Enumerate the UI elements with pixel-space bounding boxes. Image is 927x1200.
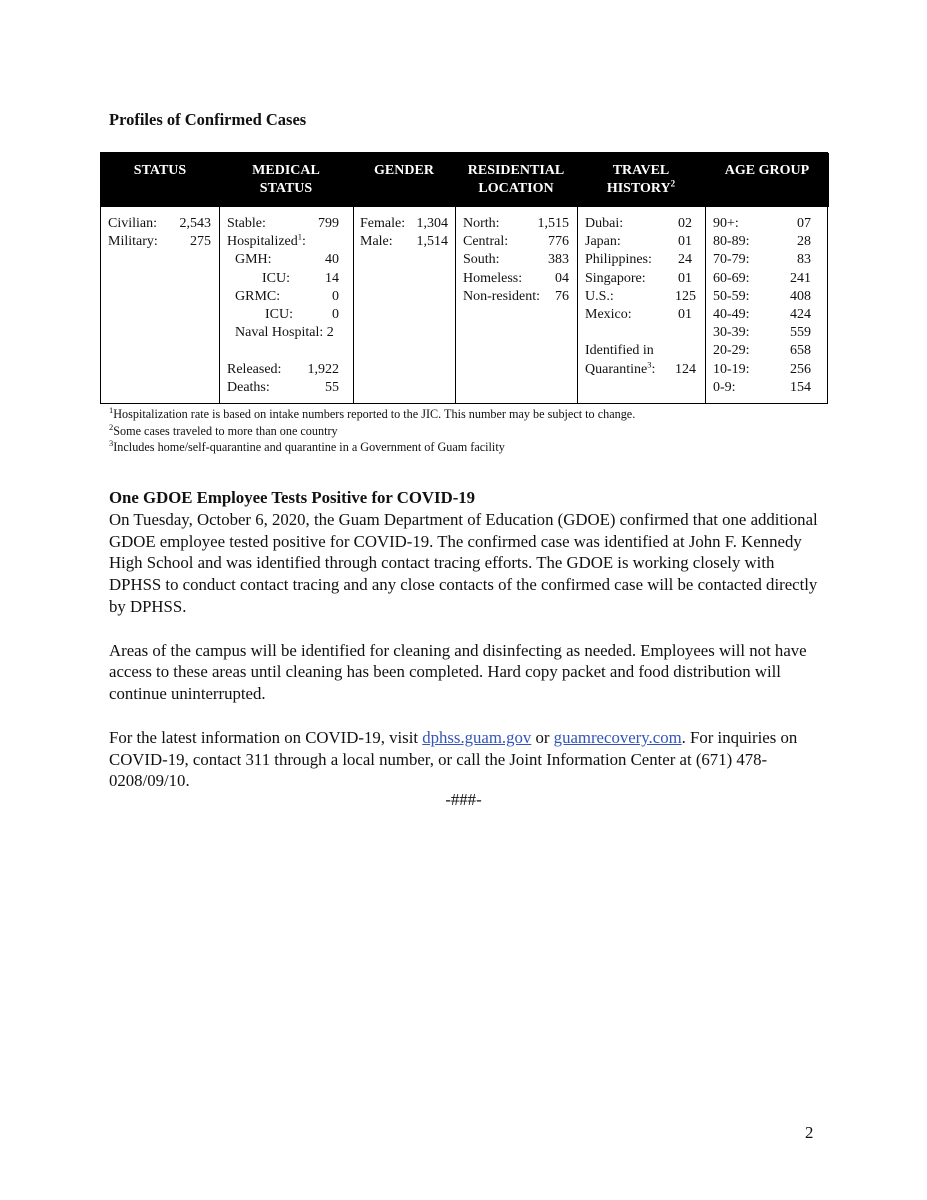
gender-label: Female: <box>360 216 406 231</box>
residential-row <box>463 233 569 251</box>
medical-value: 0 <box>332 307 339 323</box>
travel-cell <box>585 215 697 379</box>
header-travel-sup: 2 <box>670 178 676 189</box>
travel-value: 01 <box>678 307 692 323</box>
medical-row <box>227 361 339 379</box>
article-paragraph: Areas of the campus will be identified for cleaning and disinfecting as needed. Employees will not have access to these areas until cleaning has been completed. Hard copy packet and food distribution will continue uninterrupted. <box>109 640 807 704</box>
header-status-text: STATUS <box>133 163 187 178</box>
gender-value: 1,304 <box>416 216 448 231</box>
header-residential-location <box>455 153 577 207</box>
medical-value: 14 <box>325 270 339 286</box>
hospitalized-sup: 1 <box>297 231 303 242</box>
medical-row <box>227 215 339 233</box>
status-cell <box>108 215 211 251</box>
footnote-number: 2 <box>109 421 114 432</box>
residential-row <box>463 270 569 288</box>
age-label: 50-59: <box>713 288 750 304</box>
hospitalized-label: Hospitalized <box>227 234 298 250</box>
header-gender <box>353 153 455 207</box>
footnote <box>109 406 635 423</box>
quarantine-sup: 3 <box>647 358 652 369</box>
residential-label: North: <box>463 216 500 231</box>
quarantine-row <box>585 358 696 379</box>
travel-value: 125 <box>675 288 696 304</box>
residential-label: South: <box>463 252 500 268</box>
residential-label: Non-resident: <box>463 288 540 304</box>
age-label: 0-9: <box>713 379 736 395</box>
header-medical-text: MEDICAL <box>252 163 320 178</box>
age-value: 83 <box>797 252 811 268</box>
travel-row <box>585 288 696 306</box>
medical-label: Deaths: <box>227 379 270 395</box>
profiles-table <box>100 152 828 404</box>
residential-row <box>463 251 569 269</box>
age-value: 424 <box>790 307 811 323</box>
age-row <box>713 324 811 342</box>
header-gender-text: GENDER <box>374 163 434 178</box>
age-label: 60-69: <box>713 270 750 286</box>
footnote-text: Some cases traveled to more than one country <box>113 423 338 438</box>
age-row <box>713 288 811 306</box>
paragraph-text: For the latest information on COVID-19, visit <box>109 727 423 747</box>
article-paragraph <box>109 727 821 792</box>
age-label: 40-49: <box>713 307 750 323</box>
age-value: 256 <box>790 361 811 377</box>
status-row <box>108 215 211 233</box>
travel-row <box>585 270 692 288</box>
paragraph-text: . For inquiries on COVID-19, contact 311 through a local number, or call the Joint Information Center at (671) 478-0208/09/10. <box>109 727 798 791</box>
travel-label: U.S.: <box>585 288 614 304</box>
age-row <box>713 306 811 324</box>
residential-cell <box>463 215 569 306</box>
header-residential-text-2: LOCATION <box>478 181 554 196</box>
travel-value: 01 <box>678 270 692 286</box>
age-row <box>713 233 811 251</box>
medical-row <box>227 379 339 397</box>
medical-label: GRMC: <box>235 288 281 304</box>
age-value: 408 <box>790 288 811 304</box>
travel-row <box>585 306 692 324</box>
travel-label: Philippines: <box>585 252 652 268</box>
status-value: 275 <box>190 234 211 250</box>
residential-value: 776 <box>548 234 569 250</box>
medical-value: 40 <box>325 252 339 268</box>
age-label: 30-39: <box>713 325 750 341</box>
travel-label: Japan: <box>585 234 621 250</box>
header-travel-history <box>577 153 705 207</box>
status-value: 2,543 <box>179 216 211 231</box>
quarantine-value: 124 <box>675 361 696 377</box>
residential-row <box>463 288 569 306</box>
gender-row <box>360 215 448 233</box>
travel-label: Dubai: <box>585 216 624 231</box>
age-label: 70-79: <box>713 252 750 268</box>
status-row <box>108 233 211 251</box>
status-label: Civilian: <box>108 216 157 231</box>
age-label: 90+: <box>713 216 739 231</box>
age-row <box>713 270 811 288</box>
article <box>109 487 821 792</box>
footnote <box>109 439 635 456</box>
age-label: 20-29: <box>713 343 750 359</box>
hospitalized-colon: : <box>302 234 306 250</box>
age-row <box>713 251 811 269</box>
medical-row <box>227 251 339 269</box>
gender-row <box>360 233 448 251</box>
travel-value: 01 <box>678 234 692 250</box>
footnote-number: 3 <box>109 437 114 448</box>
medical-label: ICU: <box>262 270 290 286</box>
gender-value: 1,514 <box>416 234 448 250</box>
travel-row <box>585 251 692 269</box>
dphss-link[interactable]: dphss.guam.gov <box>422 727 532 747</box>
residential-value: 04 <box>555 270 569 286</box>
age-value: 241 <box>790 270 811 286</box>
quarantine-line-1: Identified in <box>585 343 654 359</box>
medical-row <box>227 306 339 324</box>
article-heading: One GDOE Employee Tests Positive for COVID-19 <box>109 488 476 507</box>
travel-row <box>585 233 692 251</box>
age-row <box>713 379 811 397</box>
age-cell <box>713 215 811 397</box>
header-age-text: AGE GROUP <box>724 163 810 178</box>
medical-cell <box>227 215 339 397</box>
header-status <box>101 153 219 207</box>
age-row <box>713 215 811 233</box>
footnote-text: Hospitalization rate is based on intake numbers reported to the JIC. This number may be subject to change. <box>113 407 636 421</box>
footnotes <box>109 406 635 456</box>
header-age-group <box>705 153 829 207</box>
age-value: 559 <box>790 325 811 341</box>
medical-row <box>227 288 339 306</box>
medical-value: 0 <box>332 288 339 304</box>
footnote-text: Includes home/self-quarantine and quarantine in a Government of Guam facility <box>113 440 505 454</box>
medical-value: 1,922 <box>307 361 339 377</box>
header-travel-text: TRAVEL <box>612 163 670 178</box>
age-value: 28 <box>797 234 811 250</box>
header-travel-text-2: HISTORY <box>606 181 671 196</box>
medical-label: ICU: <box>265 307 293 323</box>
article-paragraph: On Tuesday, October 6, 2020, the Guam Department of Education (GDOE) confirmed that one additional GDOE employee tested positive for COVID-19. The confirmed case was identified at John F. Kennedy High School and was identified through contact tracing efforts. The GDOE is working closely with DPHSS to conduct contact tracing and any close contacts of the confirmed case will be contacted directly by DPHSS. <box>109 509 818 616</box>
residential-label: Central: <box>463 234 509 250</box>
footnote <box>109 423 635 440</box>
header-residential-text: RESIDENTIAL <box>467 163 565 178</box>
age-value: 658 <box>790 343 811 359</box>
header-medical-text-2: STATUS <box>259 181 313 196</box>
gender-label: Male: <box>360 234 393 250</box>
medical-row <box>227 233 339 251</box>
medical-value: 55 <box>325 379 339 395</box>
travel-row <box>585 215 692 233</box>
age-value: 07 <box>797 216 811 231</box>
medical-label: Stable: <box>227 216 266 231</box>
page-number: 2 <box>805 1123 814 1142</box>
profiles-heading: Profiles of Confirmed Cases <box>109 110 307 129</box>
age-label: 80-89: <box>713 234 750 250</box>
medical-row <box>227 270 339 288</box>
quarantine-label-group <box>585 358 656 379</box>
footnote-number: 1 <box>109 404 114 415</box>
guamrecovery-link[interactable]: guamrecovery.com <box>553 727 682 747</box>
medical-label: Released: <box>227 361 282 377</box>
travel-label: Singapore: <box>585 270 646 286</box>
residential-row <box>463 215 569 233</box>
medical-label: GMH: <box>235 252 272 268</box>
naval-hospital: Naval Hospital: 2 <box>235 325 334 341</box>
age-row <box>713 361 811 379</box>
residential-value: 76 <box>555 288 569 304</box>
quarantine-colon: : <box>651 361 656 377</box>
paragraph-text: or <box>531 727 554 747</box>
residential-value: 383 <box>548 252 569 268</box>
age-row <box>713 342 811 360</box>
quarantine-label: Quarantine <box>585 361 648 377</box>
medical-row <box>227 324 339 342</box>
status-label: Military: <box>108 234 158 250</box>
end-mark: -###- <box>445 790 482 809</box>
travel-value: 02 <box>678 216 692 231</box>
residential-value: 1,515 <box>537 216 569 231</box>
medical-value: 799 <box>318 216 339 231</box>
residential-label: Homeless: <box>463 270 523 286</box>
gender-cell <box>360 215 448 251</box>
travel-label: Mexico: <box>585 307 632 323</box>
header-medical-status <box>219 153 353 207</box>
age-label: 10-19: <box>713 361 750 377</box>
age-value: 154 <box>790 379 811 395</box>
travel-value: 24 <box>678 252 692 268</box>
